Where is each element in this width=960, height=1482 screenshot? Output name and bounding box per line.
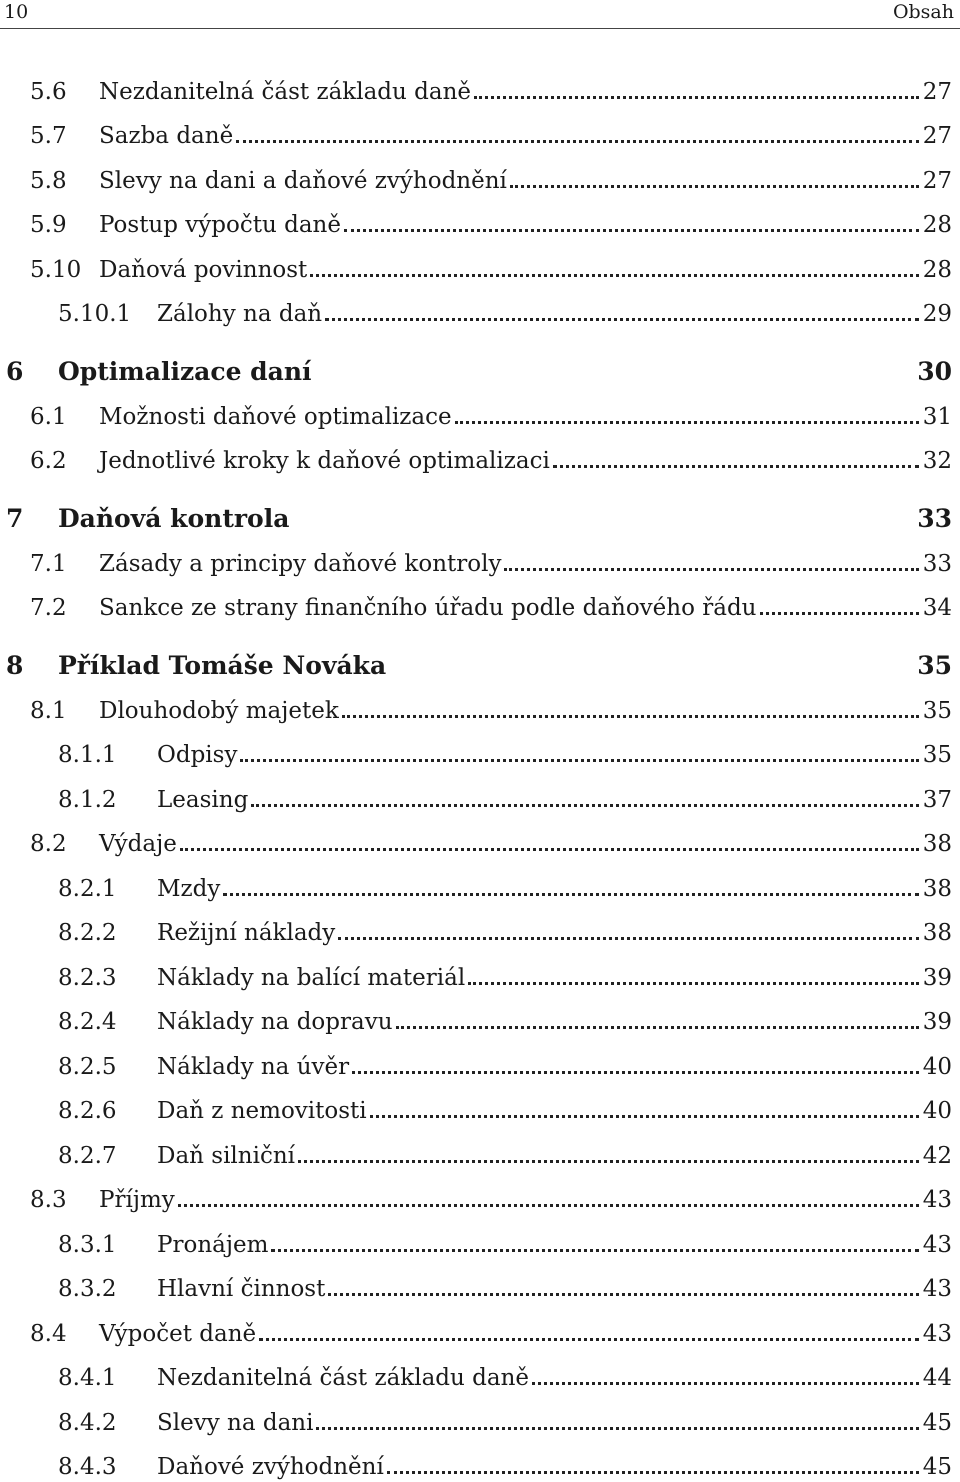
toc-entry[interactable] (0, 151, 960, 196)
toc-entry-title: Daňové zvýhodnění (157, 1452, 384, 1482)
toc-entry-title: Daňová povinnost (99, 255, 307, 285)
toc-entry-number: 5.6 (30, 77, 67, 107)
toc-entry-page: 27 (923, 77, 952, 107)
toc-entry-number: 8.2.5 (58, 1052, 117, 1082)
toc-entry-title: Optimalizace daní (58, 357, 312, 387)
toc-entry-number: 8.2.7 (58, 1141, 117, 1171)
toc-entry-number: 7.1 (30, 549, 67, 579)
dot-leader (298, 1159, 919, 1163)
toc-entry-page: 43 (923, 1274, 952, 1304)
toc-entry[interactable] (0, 1438, 960, 1482)
toc-entry-page: 43 (923, 1319, 952, 1349)
toc-entry-page: 39 (923, 1007, 952, 1037)
dot-leader (251, 803, 918, 807)
toc-entry-page: 40 (923, 1096, 952, 1126)
toc-entry-page: 45 (923, 1452, 952, 1482)
toc-entry-number: 5.9 (30, 210, 67, 240)
toc-entry[interactable] (0, 285, 960, 330)
toc-entry-title: Sankce ze strany finančního úřadu podle daňového řádu (99, 593, 757, 623)
toc-entry-title: Nezdanitelná část základu daně (157, 1363, 529, 1393)
toc-entry-title: Náklady na balící materiál (157, 963, 465, 993)
toc-entry-number: 7.2 (30, 593, 67, 623)
toc-entry-page: 29 (923, 299, 952, 329)
toc-entry-title: Zálohy na daň (157, 299, 322, 329)
toc-entry-number: 5.10.1 (58, 299, 131, 329)
toc-entry[interactable] (0, 948, 960, 993)
toc-entry-page: 28 (923, 210, 952, 240)
toc-entry-page: 27 (923, 121, 952, 151)
toc-entry[interactable] (0, 196, 960, 241)
toc-entry-page: 35 (923, 696, 952, 726)
toc-entry-number: 8.2.4 (58, 1007, 117, 1037)
toc-entry-page: 44 (923, 1363, 952, 1393)
dot-leader (532, 1381, 919, 1385)
toc-chapter[interactable] (0, 476, 960, 534)
toc-entry[interactable] (0, 815, 960, 860)
dot-leader (370, 1114, 919, 1118)
toc-entry[interactable] (0, 432, 960, 477)
toc-entry-title: Nezdanitelná část základu daně (99, 77, 471, 107)
toc-entry-page: 28 (923, 255, 952, 285)
toc-entry[interactable] (0, 107, 960, 152)
toc-entry-page: 33 (917, 504, 952, 534)
toc-entry-page: 34 (923, 593, 952, 623)
toc-entry[interactable] (0, 1349, 960, 1394)
toc-entry-page: 35 (923, 740, 952, 770)
dot-leader (338, 936, 918, 940)
toc-entry[interactable] (0, 1171, 960, 1216)
dot-leader (236, 139, 919, 143)
toc-entry-number: 8.3.2 (58, 1274, 117, 1304)
toc-entry-title: Dlouhodobý majetek (99, 696, 339, 726)
toc-entry[interactable] (0, 904, 960, 949)
toc-entry-title: Odpisy (157, 740, 237, 770)
toc-entry-number: 8.1.1 (58, 740, 117, 770)
toc-entry-page: 45 (923, 1408, 952, 1438)
dot-leader (178, 1203, 919, 1207)
dot-leader (504, 567, 918, 571)
toc-entry[interactable] (0, 579, 960, 624)
page-header (0, 0, 960, 29)
toc-entry-number: 8.4.2 (58, 1408, 117, 1438)
dot-leader (271, 1248, 918, 1252)
toc-entry[interactable] (0, 1037, 960, 1082)
toc-entry-title: Zásady a principy daňové kontroly (99, 549, 501, 579)
toc-entry-title: Výpočet daně (99, 1319, 256, 1349)
toc-entry-number: 8.2.3 (58, 963, 117, 993)
dot-leader (352, 1070, 919, 1074)
dot-leader (553, 464, 919, 468)
dot-leader (316, 1426, 918, 1430)
toc-entry-number: 8.1.2 (58, 785, 117, 815)
toc-entry-number: 7 (6, 504, 23, 534)
toc-entry-number: 5.7 (30, 121, 67, 151)
dot-leader (342, 714, 919, 718)
toc-entry[interactable] (0, 534, 960, 579)
toc-entry-number: 6.2 (30, 446, 67, 476)
toc-entry-number: 8.4.3 (58, 1452, 117, 1482)
toc-entry-page: 31 (923, 402, 952, 432)
page-number: 10 (4, 1, 28, 23)
toc-chapter[interactable] (0, 329, 960, 387)
toc-entry-title: Náklady na úvěr (157, 1052, 349, 1082)
toc-entry[interactable] (0, 681, 960, 726)
toc-entry-page: 38 (923, 829, 952, 859)
dot-leader (328, 1292, 918, 1296)
table-of-contents (0, 62, 960, 1482)
toc-entry-page: 35 (917, 651, 952, 681)
toc-entry[interactable] (0, 1260, 960, 1305)
dot-leader (310, 273, 918, 277)
toc-entry-number: 6 (6, 357, 23, 387)
toc-entry-number: 8.3.1 (58, 1230, 117, 1260)
toc-entry-title: Slevy na dani (157, 1408, 313, 1438)
toc-entry-page: 27 (923, 166, 952, 196)
running-title: Obsah (893, 1, 954, 23)
toc-entry-page: 43 (923, 1230, 952, 1260)
toc-entry-number: 8.2 (30, 829, 67, 859)
dot-leader (510, 184, 919, 188)
toc-entry-title: Jednotlivé kroky k daňové optimalizaci (99, 446, 550, 476)
dot-leader (259, 1337, 919, 1341)
toc-entry-title: Daň z nemovitosti (157, 1096, 367, 1126)
dot-leader (240, 758, 918, 762)
toc-entry-title: Příjmy (99, 1185, 175, 1215)
toc-entry-title: Mzdy (157, 874, 220, 904)
toc-entry-page: 43 (923, 1185, 952, 1215)
dot-leader (223, 892, 918, 896)
toc-entry[interactable] (0, 770, 960, 815)
toc-entry-title: Pronájem (157, 1230, 268, 1260)
toc-entry-page: 40 (923, 1052, 952, 1082)
dot-leader (325, 317, 919, 321)
dot-leader (180, 847, 919, 851)
dot-leader (760, 611, 919, 615)
toc-entry-title: Náklady na dopravu (157, 1007, 393, 1037)
toc-entry-page: 32 (923, 446, 952, 476)
dot-leader (387, 1470, 919, 1474)
dot-leader (396, 1025, 919, 1029)
toc-entry-number: 8 (6, 651, 23, 681)
toc-entry-number: 8.4 (30, 1319, 67, 1349)
toc-entry-title: Daňová kontrola (58, 504, 289, 534)
toc-entry-number: 5.8 (30, 166, 67, 196)
toc-entry[interactable] (0, 726, 960, 771)
toc-entry[interactable] (0, 1126, 960, 1171)
toc-entry-page: 42 (923, 1141, 952, 1171)
toc-entry[interactable] (0, 240, 960, 285)
dot-leader (455, 420, 919, 424)
toc-entry-page: 39 (923, 963, 952, 993)
toc-entry[interactable] (0, 1082, 960, 1127)
toc-entry-title: Příklad Tomáše Nováka (58, 651, 386, 681)
toc-entry-title: Možnosti daňové optimalizace (99, 402, 452, 432)
toc-entry-number: 8.2.6 (58, 1096, 117, 1126)
toc-entry-number: 6.1 (30, 402, 67, 432)
toc-entry-title: Slevy na dani a daňové zvýhodnění (99, 166, 507, 196)
toc-entry-title: Sazba daně (99, 121, 233, 151)
toc-entry[interactable] (0, 1304, 960, 1349)
toc-entry-page: 33 (923, 549, 952, 579)
toc-entry-title: Leasing (157, 785, 248, 815)
toc-entry-number: 8.3 (30, 1185, 67, 1215)
toc-entry-number: 8.4.1 (58, 1363, 117, 1393)
toc-entry-title: Výdaje (99, 829, 177, 859)
toc-entry-page: 38 (923, 918, 952, 948)
toc-entry-title: Režijní náklady (157, 918, 335, 948)
toc-entry-title: Daň silniční (157, 1141, 295, 1171)
toc-entry-number: 8.2.2 (58, 918, 117, 948)
toc-entry[interactable] (0, 387, 960, 432)
toc-entry-number: 8.2.1 (58, 874, 117, 904)
toc-entry-number: 5.10 (30, 255, 81, 285)
toc-entry-page: 38 (923, 874, 952, 904)
toc-entry-page: 30 (917, 357, 952, 387)
dot-leader (468, 981, 919, 985)
toc-entry-title: Postup výpočtu daně (99, 210, 341, 240)
toc-entry[interactable] (0, 62, 960, 107)
toc-entry-number: 8.1 (30, 696, 67, 726)
toc-entry[interactable] (0, 859, 960, 904)
toc-entry[interactable] (0, 1393, 960, 1438)
dot-leader (474, 95, 919, 99)
toc-entry[interactable] (0, 1215, 960, 1260)
toc-entry[interactable] (0, 993, 960, 1038)
toc-chapter[interactable] (0, 623, 960, 681)
toc-entry-title: Hlavní činnost (157, 1274, 325, 1304)
toc-entry-page: 37 (923, 785, 952, 815)
dot-leader (344, 228, 919, 232)
